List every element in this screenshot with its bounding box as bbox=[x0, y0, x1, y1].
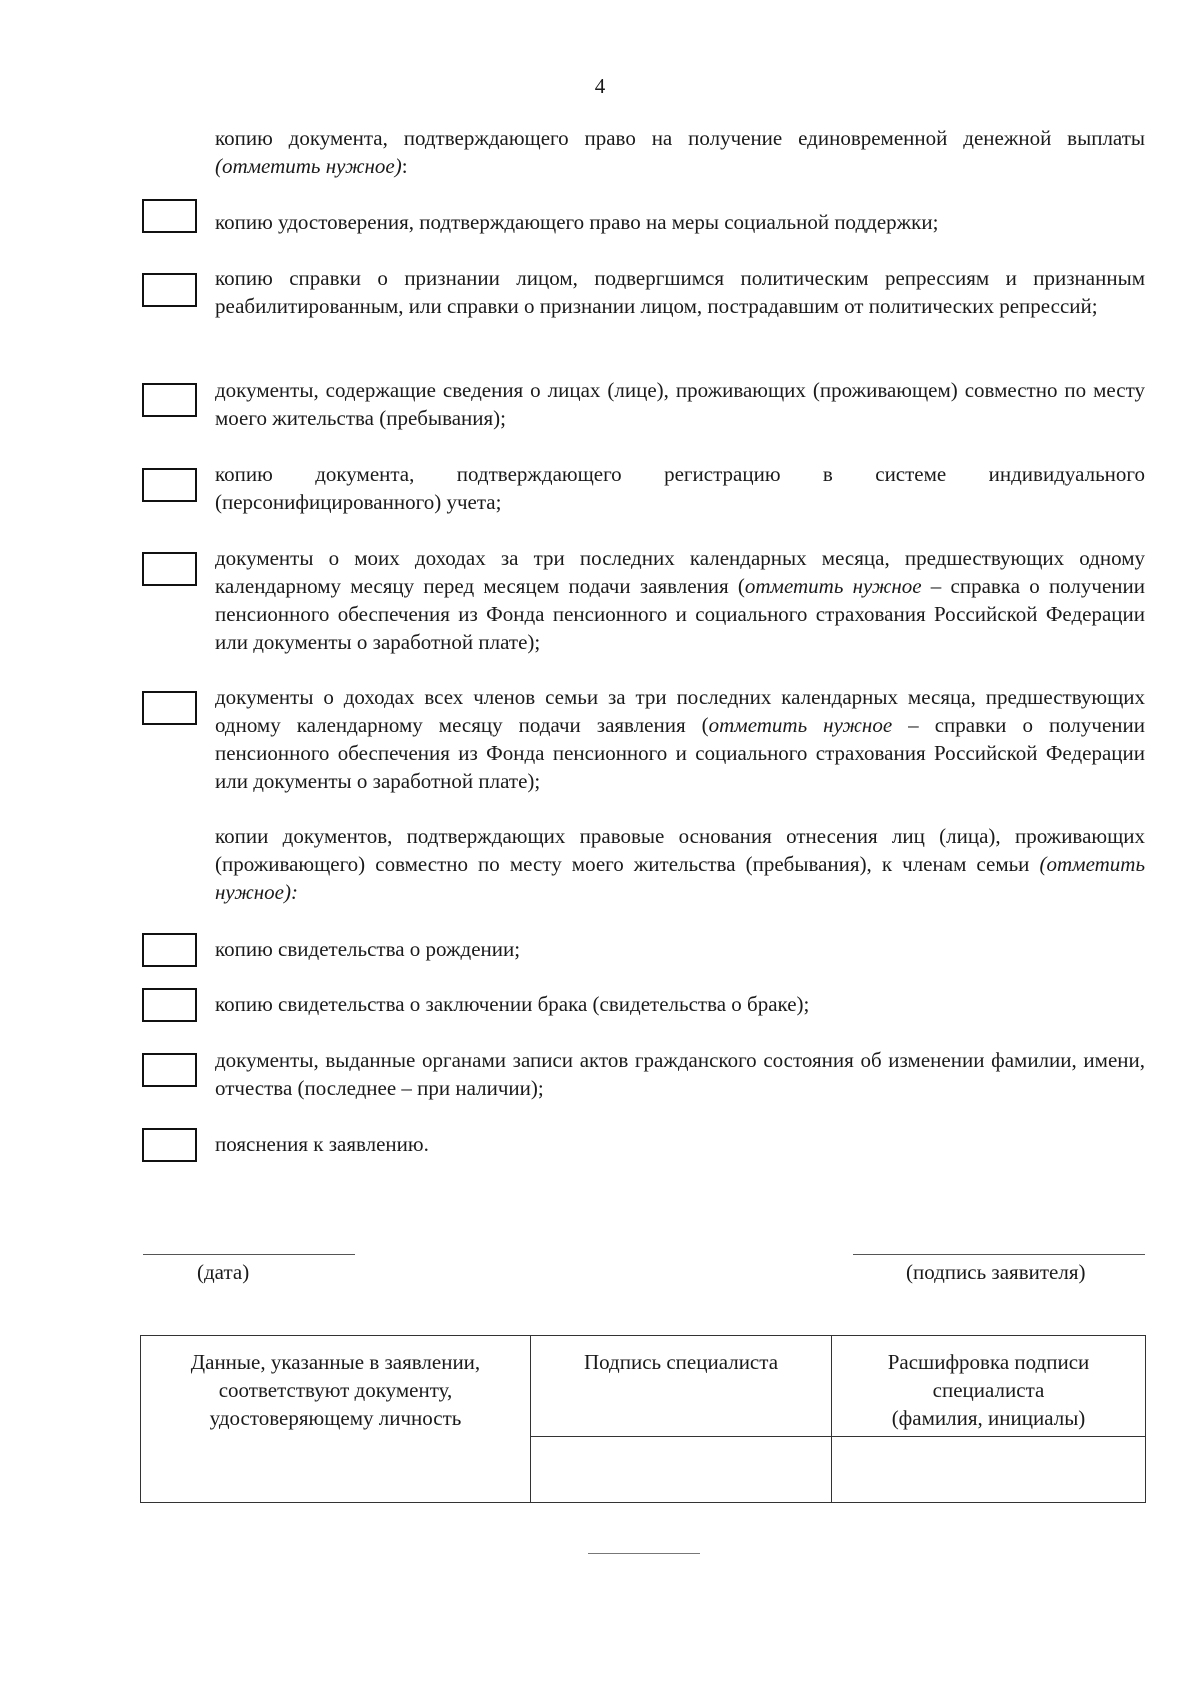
verification-table bbox=[140, 1335, 1146, 1503]
option-marriage-certificate: копию свидетельства о заключении брака (свидетельства о браке); bbox=[215, 992, 810, 1016]
signature-decoding-header bbox=[832, 1336, 1146, 1437]
end-divider bbox=[588, 1553, 700, 1554]
checkbox-name-change-documents[interactable] bbox=[142, 1053, 197, 1087]
specialist-signature-field[interactable] bbox=[531, 1437, 832, 1503]
checkbox-marriage-certificate[interactable] bbox=[142, 988, 197, 1022]
date-line[interactable] bbox=[143, 1254, 355, 1255]
checkbox-birth-certificate[interactable] bbox=[142, 933, 197, 967]
signature-decoding-line2: специалиста bbox=[932, 1378, 1045, 1402]
intro-payment-text: копию документа, подтверждающего право на получение единовременной денежной выплаты (отметить нужное): bbox=[215, 126, 1145, 178]
intro-family-text: копии документов, подтверждающих правовые основания отнесения лиц (лица), проживающих (проживающего) совместно по месту моего жительства (пребывания), к членам семьи (отметить нужное): bbox=[215, 824, 1146, 904]
option-birth-certificate: копию свидетельства о рождении; bbox=[215, 937, 521, 961]
checkbox-cohabitants-info[interactable] bbox=[142, 383, 197, 417]
option-own-income: документы о моих доходах за три последних календарных месяца, предшествующих одному календарному месяцу перед месяцем подачи заявления (отметить нужное – справка о получении пенсионного обеспечения из Фонда пенсионного и социального страхования Российской Федерации или документы о заработной плате); bbox=[215, 546, 1145, 654]
identity-match-cell: Данные, указанные в заявлении, соответствуют документу, удостоверяющему личность bbox=[141, 1336, 531, 1503]
signature-decoding-line3: (фамилия, инициалы) bbox=[891, 1406, 1086, 1430]
date-label: (дата) bbox=[197, 1260, 250, 1284]
option-cohabitants-info: документы, содержащие сведения о лицах (лице), проживающих (проживающем) совместно по месту моего жительства (пребывания); bbox=[215, 378, 1145, 430]
option-family-income: документы о доходах всех членов семьи за три последних календарных месяца, предшествующих одному календарному месяцу подачи заявления (отметить нужное – справки о получении пенсионного обеспечения из Фонда пенсионного и социального страхования Российской Федерации или документы о заработной плате); bbox=[215, 685, 1145, 793]
page-number: 4 bbox=[594, 74, 606, 98]
applicant-signature-line[interactable] bbox=[853, 1254, 1145, 1255]
specialist-signature-header: Подпись специалиста bbox=[531, 1336, 832, 1437]
checkbox-repression-certificate[interactable] bbox=[142, 273, 197, 307]
checkbox-explanations[interactable] bbox=[142, 1128, 197, 1162]
applicant-signature-label: (подпись заявителя) bbox=[906, 1260, 1086, 1284]
signature-decoding-line1: Расшифровка подписи bbox=[887, 1350, 1090, 1374]
option-personal-registration: копию документа, подтверждающего регистрацию в системе индивидуального (персонифицированного) учета; bbox=[215, 462, 1145, 514]
option-repression-certificate: копию справки о признании лицом, подвергшимся политическим репрессиям и признанным реабилитированным, или справки о признании лицом, пострадавшим от политических репрессий; bbox=[215, 266, 1145, 318]
option-explanations: пояснения к заявлению. bbox=[215, 1132, 429, 1156]
checkbox-family-income[interactable] bbox=[142, 691, 197, 725]
signature-decoding-field[interactable] bbox=[832, 1437, 1146, 1503]
checkbox-personal-registration[interactable] bbox=[142, 468, 197, 502]
option-name-change-documents: документы, выданные органами записи актов гражданского состояния об изменении фамилии, имени, отчества (последнее – при наличии); bbox=[215, 1048, 1145, 1100]
checkbox-own-income[interactable] bbox=[142, 552, 197, 586]
checkbox-social-support-certificate[interactable] bbox=[142, 199, 197, 233]
option-social-support-certificate: копию удостоверения, подтверждающего право на меры социальной поддержки; bbox=[215, 210, 939, 234]
